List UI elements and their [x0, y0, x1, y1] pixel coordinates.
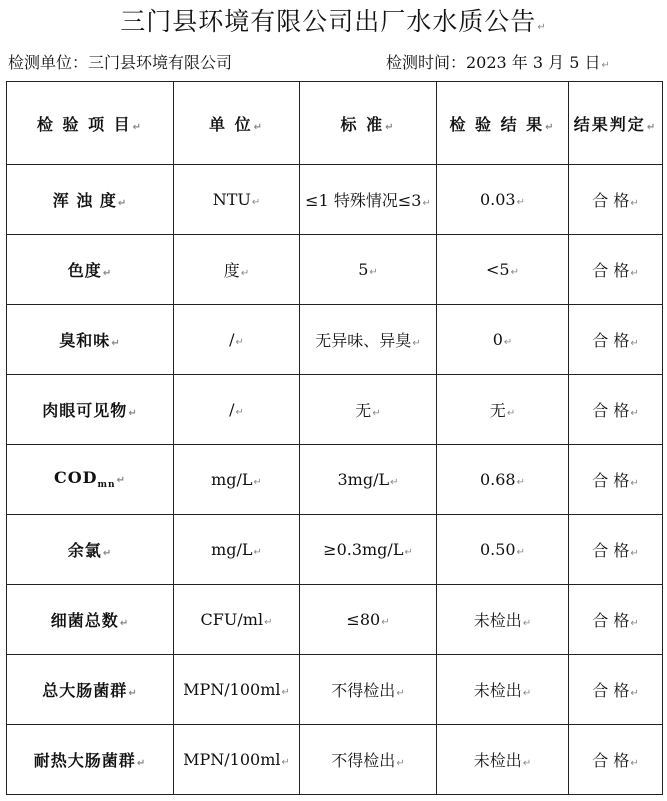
paragraph-mark-icon: ↵	[369, 267, 378, 278]
standard-cell: 不得检出↵	[300, 725, 437, 795]
unit-cell: CFU/ml↵	[174, 585, 300, 655]
table-row	[7, 305, 663, 375]
paragraph-mark-icon: ↵	[385, 121, 396, 133]
verdict-cell: 合 格↵	[569, 305, 663, 375]
paragraph-mark-icon: ↵	[630, 198, 639, 209]
item-cell: 细菌总数↵	[7, 585, 174, 655]
header-verdict: 结果判定↵	[569, 82, 663, 165]
item-cell: 浑 浊 度↵	[7, 165, 174, 235]
item-cell: $COD_{mn}↵$	[7, 445, 174, 515]
paragraph-mark-icon: ↵	[253, 121, 264, 133]
result-cell: 未检出↵	[437, 725, 569, 795]
table-row	[7, 725, 663, 795]
result-cell: 无↵	[437, 375, 569, 445]
paragraph-mark-icon: ↵	[240, 268, 250, 279]
paragraph-mark-icon: ↵	[503, 337, 513, 348]
item-cell: 余氯↵	[7, 515, 174, 585]
standard-cell: ≤80↵	[300, 585, 437, 655]
paragraph-mark-icon: ↵	[264, 617, 273, 628]
verdict-cell: 合 格↵	[569, 165, 663, 235]
paragraph-mark-icon: ↵	[128, 408, 138, 419]
paragraph-mark-icon: ↵	[601, 60, 610, 71]
paragraph-mark-icon: ↵	[136, 758, 147, 769]
unit-cell: mg/L↵	[174, 445, 300, 515]
paragraph-mark-icon: ↵	[132, 121, 144, 133]
paragraph-mark-icon: ↵	[522, 688, 532, 699]
standard-cell: 不得检出↵	[300, 655, 437, 725]
standard-cell: 5↵	[300, 235, 437, 305]
item-cell: 总大肠菌群↵	[7, 655, 174, 725]
page-title: 三门县环境有限公司出厂水水质公告↵	[120, 7, 547, 36]
verdict-cell: 合 格↵	[569, 585, 663, 655]
paragraph-mark-icon: ↵	[516, 477, 525, 488]
paragraph-mark-icon: ↵	[102, 268, 113, 279]
standard-cell: ≥0.3mg/L↵	[300, 515, 437, 585]
result-cell: 0↵	[437, 305, 569, 375]
paragraph-mark-icon: ↵	[630, 408, 639, 419]
paragraph-mark-icon: ↵	[372, 408, 381, 419]
unit-cell: MPN/100ml↵	[174, 725, 300, 795]
unit-cell: /↵	[174, 305, 300, 375]
paragraph-mark-icon: ↵	[116, 475, 126, 487]
item-cell: 臭和味↵	[7, 305, 174, 375]
standard-cell: 3mg/L↵	[300, 445, 437, 515]
paragraph-mark-icon: ↵	[128, 688, 138, 699]
verdict-cell: 合 格↵	[569, 725, 663, 795]
unit-cell: MPN/100ml↵	[174, 655, 300, 725]
unit-cell: /↵	[174, 375, 300, 445]
paragraph-mark-icon: ↵	[630, 268, 639, 279]
paragraph-mark-icon: ↵	[522, 618, 532, 629]
header-item: 检 验 项 目↵	[7, 82, 174, 165]
result-cell: <5↵	[437, 235, 569, 305]
paragraph-mark-icon: ↵	[396, 688, 405, 699]
paragraph-mark-icon: ↵	[506, 408, 516, 419]
result-cell: 0.50↵	[437, 515, 569, 585]
paragraph-mark-icon: ↵	[630, 618, 639, 629]
result-cell: 0.03↵	[437, 165, 569, 235]
paragraph-mark-icon: ↵	[390, 477, 399, 488]
paragraph-mark-icon: ↵	[630, 688, 639, 699]
table-header-row	[7, 82, 663, 165]
unit-cell: 度↵	[174, 235, 300, 305]
unit-cell: NTU↵	[174, 165, 300, 235]
item-subscript: mn	[97, 480, 116, 491]
result-cell: 未检出↵	[437, 585, 569, 655]
item-cell: 肉眼可见物↵	[7, 375, 174, 445]
table-row	[7, 445, 663, 515]
testing-unit: 检测单位：三门县环境有限公司	[8, 53, 233, 72]
paragraph-mark-icon: ↵	[545, 121, 556, 133]
table-row	[7, 235, 663, 305]
table-row	[7, 585, 663, 655]
paragraph-mark-icon: ↵	[537, 22, 547, 33]
water-quality-table	[6, 81, 663, 795]
table-row	[7, 655, 663, 725]
header-standard: 标 准↵	[300, 82, 437, 165]
header-unit: 单 位↵	[174, 82, 300, 165]
paragraph-mark-icon: ↵	[510, 267, 519, 278]
paragraph-mark-icon: ↵	[630, 758, 639, 769]
paragraph-mark-icon: ↵	[522, 758, 532, 769]
paragraph-mark-icon: ↵	[516, 547, 525, 558]
testing-date: 检测时间：2023 年 3 月 5 日↵	[386, 53, 610, 72]
standard-cell: ≤1 特殊情况≤3↵	[300, 165, 437, 235]
result-cell: 未检出↵	[437, 655, 569, 725]
standard-cell: 无异味、异臭↵	[300, 305, 437, 375]
paragraph-mark-icon: ↵	[630, 338, 639, 349]
unit-cell: mg/L↵	[174, 515, 300, 585]
verdict-cell: 合 格↵	[569, 375, 663, 445]
paragraph-mark-icon: ↵	[281, 757, 290, 768]
paragraph-mark-icon: ↵	[119, 618, 130, 629]
paragraph-mark-icon: ↵	[404, 547, 413, 558]
table-row	[7, 515, 663, 585]
paragraph-mark-icon: ↵	[117, 198, 128, 209]
paragraph-mark-icon: ↵	[235, 407, 244, 418]
verdict-cell: 合 格↵	[569, 515, 663, 585]
header-result: 检 验 结 果↵	[437, 82, 569, 165]
paragraph-mark-icon: ↵	[422, 198, 431, 209]
paragraph-mark-icon: ↵	[253, 547, 262, 558]
item-cell: 耐热大肠菌群↵	[7, 725, 174, 795]
table-row	[7, 375, 663, 445]
paragraph-mark-icon: ↵	[251, 197, 261, 208]
verdict-cell: 合 格↵	[569, 235, 663, 305]
verdict-cell: 合 格↵	[569, 445, 663, 515]
paragraph-mark-icon: ↵	[281, 687, 290, 698]
paragraph-mark-icon: ↵	[102, 548, 113, 559]
paragraph-mark-icon: ↵	[235, 337, 244, 348]
paragraph-mark-icon: ↵	[646, 121, 658, 133]
paragraph-mark-icon: ↵	[381, 617, 390, 628]
paragraph-mark-icon: ↵	[396, 758, 405, 769]
paragraph-mark-icon: ↵	[630, 478, 639, 489]
paragraph-mark-icon: ↵	[111, 338, 121, 349]
paragraph-mark-icon: ↵	[412, 338, 421, 349]
verdict-cell: 合 格↵	[569, 655, 663, 725]
paragraph-mark-icon: ↵	[630, 548, 639, 559]
standard-cell: 无↵	[300, 375, 437, 445]
table-row	[7, 165, 663, 235]
result-cell: 0.68↵	[437, 445, 569, 515]
paragraph-mark-icon: ↵	[516, 197, 525, 208]
paragraph-mark-icon: ↵	[253, 477, 262, 488]
item-cell: 色度↵	[7, 235, 174, 305]
